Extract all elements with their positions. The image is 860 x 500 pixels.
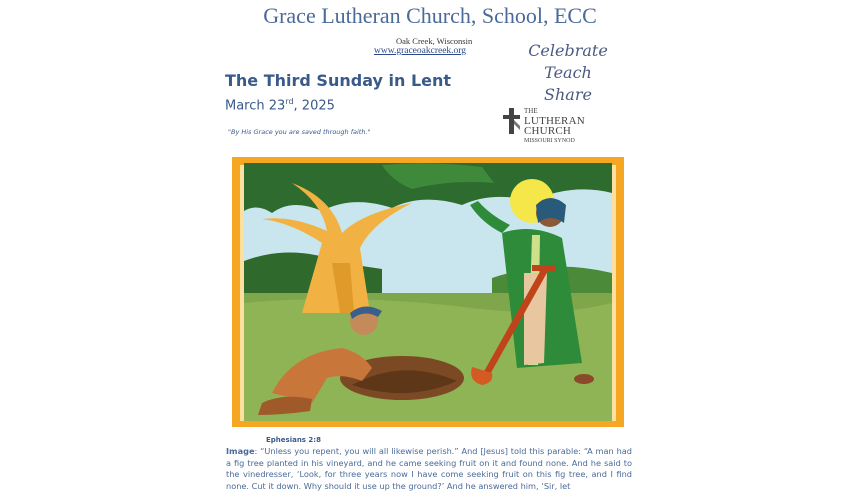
- motto: [518, 40, 618, 106]
- image-caption-text: : “Unless you repent, you will all likewise perish.” And [Jesus] told this parable: “A man had a fig tree planted in his vineyard, and he came seeking fruit on it and found none. And he said to the vinedresser, ‘Look, for three years now I have come seeking fruit on this fig tree, and I find none. Cut it down. Why should it use up the ground?’ And he answered him, ‘Sir, let: [226, 446, 632, 491]
- church-location: Oak Creek, Wisconsin: [396, 36, 473, 46]
- date-month-day: March 23: [225, 98, 286, 114]
- date-ordinal: rd: [285, 97, 294, 106]
- church-website-link[interactable]: www.graceoakcreek.org: [374, 46, 467, 56]
- standing-man-foot: [574, 374, 594, 384]
- service-title: The Third Sunday in Lent: [225, 71, 452, 90]
- theme-quote: "By His Grace you are saved through faith.": [228, 128, 371, 136]
- shovel-grip: [532, 265, 556, 271]
- date-year: , 2025: [293, 98, 335, 114]
- church-name: Grace Lutheran Church, School, ECC: [263, 3, 597, 28]
- service-date: [225, 97, 335, 113]
- image-caption-label: Image: [226, 446, 255, 456]
- motto-teach: Teach: [544, 63, 592, 82]
- motto-share: Share: [544, 85, 592, 104]
- fig-tree-parable-illustration: [232, 153, 624, 428]
- lcms-synod: MISSOURI SYNOD: [524, 138, 575, 144]
- image-caption: [226, 446, 632, 492]
- cross-icon: [502, 106, 522, 136]
- lcms-logo: [502, 106, 628, 144]
- scripture-reference: Ephesians 2:8: [266, 436, 321, 444]
- lcms-name: LUTHERAN CHURCH: [524, 115, 585, 137]
- lcms-the: THE: [524, 107, 538, 115]
- motto-celebrate: Celebrate: [528, 41, 608, 60]
